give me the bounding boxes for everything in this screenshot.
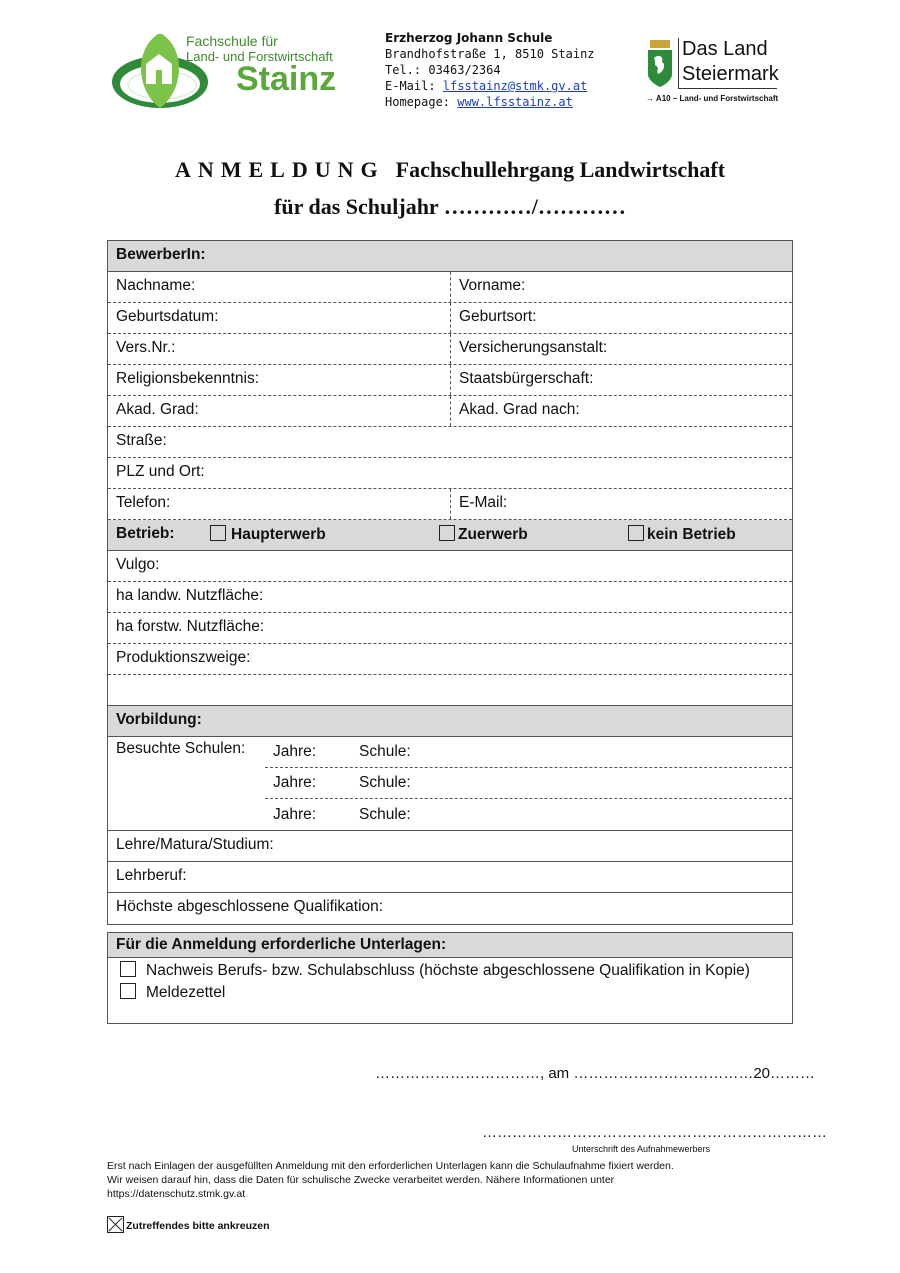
option-kein-betrieb[interactable]: kein Betrieb xyxy=(628,525,736,544)
field-geburtsort[interactable]: Geburtsort: xyxy=(459,308,537,325)
row-akad xyxy=(108,396,792,427)
option-zuerwerb[interactable]: Zuerwerb xyxy=(439,525,528,544)
field-landw-nutzflaeche[interactable]: ha landw. Nutzfläche: xyxy=(116,587,264,604)
field-vorname[interactable]: Vorname: xyxy=(459,277,526,294)
doc-item-nachweis[interactable]: Nachweis Berufs- bzw. Schulabschluss (höchste abgeschlossene Qualifikation in Kopie) xyxy=(108,958,792,980)
schule-row[interactable]: Jahre: Schule: xyxy=(273,805,411,823)
field-strasse[interactable]: Straße: xyxy=(116,432,167,449)
place-date-line[interactable]: ……………………………, am ………………………………20……… xyxy=(375,1065,816,1082)
row-schulen xyxy=(108,737,792,831)
field-email[interactable]: E-Mail: xyxy=(459,494,508,511)
field-produktion-extra[interactable] xyxy=(108,675,792,705)
doc-item-meldezettel[interactable]: Meldezettel xyxy=(108,980,792,1002)
schulen-list xyxy=(265,737,792,830)
documents-heading: Für die Anmeldung erforderliche Unterlagen: xyxy=(108,933,792,958)
field-vulgo[interactable]: Vulgo: xyxy=(116,556,160,573)
row-strasse xyxy=(108,427,792,458)
check-note: Zutreffendes bitte ankreuzen xyxy=(107,1216,270,1233)
schule-row[interactable]: Jahre: Schule: xyxy=(265,737,792,768)
brand-line-3: Stainz xyxy=(236,60,337,98)
registration-form xyxy=(107,240,793,925)
checkbox-zuerwerb[interactable] xyxy=(439,525,455,541)
signature-caption: Unterschrift des Aufnahmewerbers xyxy=(572,1144,711,1154)
section-bewerber: BewerberIn: xyxy=(108,241,792,272)
brand-line-2: Land- und Forstwirtschaft xyxy=(186,49,333,64)
stmk-line-2: Steiermark xyxy=(682,63,779,85)
email-label: E-Mail: xyxy=(385,79,443,93)
title-rest: Fachschullehrgang Landwirtschaft xyxy=(395,157,726,182)
field-akad-grad[interactable]: Akad. Grad: xyxy=(108,396,451,426)
stmk-line-1: Das Land xyxy=(682,38,768,60)
field-versnr[interactable]: Vers.Nr.: xyxy=(108,334,451,364)
school-tel: Tel.: 03463/2364 xyxy=(385,63,501,77)
row-lehre xyxy=(108,831,792,862)
checkbox-kein-betrieb[interactable] xyxy=(628,525,644,541)
row-forstw xyxy=(108,613,792,644)
field-versanstalt[interactable]: Versicherungsanstalt: xyxy=(459,339,608,356)
row-geburt xyxy=(108,303,792,334)
row-qualifikation xyxy=(108,893,792,924)
school-year-line: für das Schuljahr …………/………… xyxy=(274,194,626,219)
row-empty xyxy=(108,675,792,706)
field-plz-ort[interactable]: PLZ und Ort: xyxy=(116,463,205,480)
row-religion xyxy=(108,365,792,396)
row-plz xyxy=(108,458,792,489)
stmk-sub: → A10 – Land- und Forstwirtschaft xyxy=(646,94,779,103)
homepage-link[interactable]: www.lfsstainz.at xyxy=(457,95,573,109)
school-street: Brandhofstraße 1, 8510 Stainz xyxy=(385,47,595,61)
footer-line-3: https://datenschutz.stmk.gv.at xyxy=(107,1188,246,1200)
page-title xyxy=(0,157,900,183)
row-landw xyxy=(108,582,792,613)
signature-line[interactable]: …………………………………………………………… xyxy=(482,1124,827,1141)
field-staatsbuergerschaft[interactable]: Staatsbürgerschaft: xyxy=(459,370,594,387)
field-lehrberuf[interactable]: Lehrberuf: xyxy=(116,867,187,884)
row-versicherung xyxy=(108,334,792,365)
field-hoechste-qualifikation[interactable]: Höchste abgeschlossene Qualifikation: xyxy=(116,898,384,915)
checkbox-haupterwerb[interactable] xyxy=(210,525,226,541)
stmk-logo xyxy=(646,38,786,108)
row-produktion xyxy=(108,644,792,675)
betrieb-label: Betrieb: xyxy=(116,525,175,542)
row-vulgo xyxy=(108,551,792,582)
field-geburtsdatum[interactable]: Geburtsdatum: xyxy=(108,303,451,333)
field-produktionszweige[interactable]: Produktionszweige: xyxy=(116,649,251,666)
required-documents xyxy=(107,932,793,1024)
title-anmeldung: ANMELDUNG xyxy=(174,157,385,182)
row-lehrberuf xyxy=(108,862,792,893)
homepage-label: Homepage: xyxy=(385,95,458,109)
footer-notes xyxy=(107,1159,827,1201)
checkbox-nachweis[interactable] xyxy=(120,961,136,977)
option-haupterwerb[interactable]: Haupterwerb xyxy=(210,525,326,544)
footer-line-1: Erst nach Einlagen der ausgefüllten Anmeldung mit den erforderlichen Unterlagen kann die Schulaufnahme fixiert werden. xyxy=(107,1160,674,1172)
field-akad-grad-nach[interactable]: Akad. Grad nach: xyxy=(459,401,580,418)
footer-line-2: Wir weisen darauf hin, dass die Daten für schulische Zwecke verarbeitet werden. Nähere Informationen unter xyxy=(107,1174,615,1186)
checkbox-meldezettel[interactable] xyxy=(120,983,136,999)
school-name: Erzherzog Johann Schule xyxy=(385,31,553,45)
stmk-shield-icon xyxy=(646,40,674,88)
brand-line-1: Fachschule für xyxy=(186,33,278,49)
row-kontakt xyxy=(108,489,792,520)
field-forstw-nutzflaeche[interactable]: ha forstw. Nutzfläche: xyxy=(116,618,265,635)
school-address xyxy=(385,30,595,110)
crossed-checkbox-icon xyxy=(107,1216,124,1233)
field-telefon[interactable]: Telefon: xyxy=(108,489,451,519)
schule-row[interactable]: Jahre: Schule: xyxy=(265,768,792,799)
section-betrieb xyxy=(108,520,792,551)
email-link[interactable]: lfsstainz@stmk.gv.at xyxy=(442,79,588,93)
schulen-label: Besuchte Schulen: xyxy=(116,740,246,757)
section-vorbildung: Vorbildung: xyxy=(108,706,792,737)
field-religion[interactable]: Religionsbekenntnis: xyxy=(108,365,451,395)
row-name xyxy=(108,272,792,303)
field-nachname[interactable]: Nachname: xyxy=(108,272,451,302)
field-lehre-matura-studium[interactable]: Lehre/Matura/Studium: xyxy=(116,836,274,853)
